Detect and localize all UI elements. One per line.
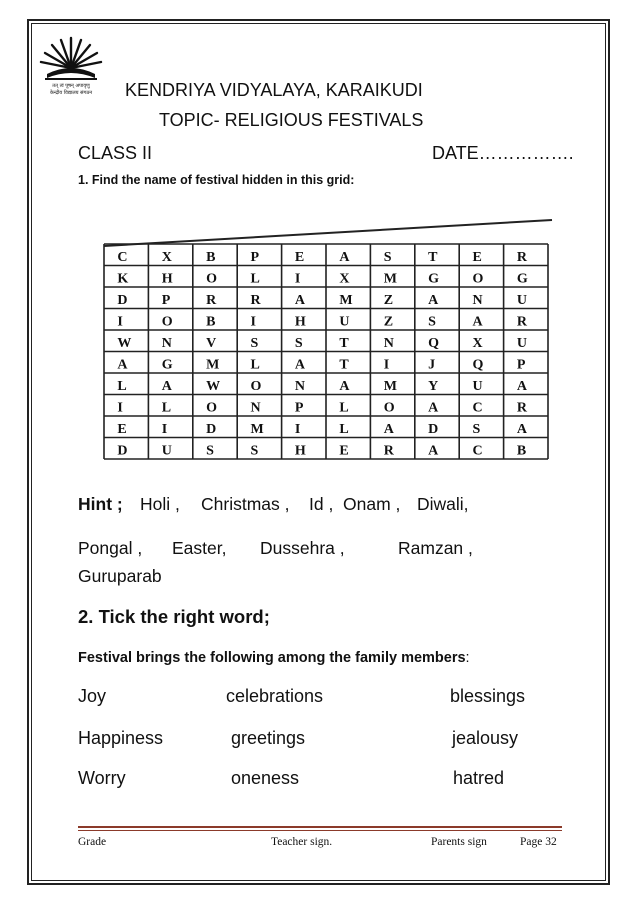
class-label: CLASS II bbox=[78, 143, 153, 163]
grid-letter[interactable]: S bbox=[294, 335, 303, 351]
grid-letter[interactable]: I bbox=[117, 400, 123, 416]
grid-letter[interactable]: H bbox=[294, 443, 306, 459]
grid-letter[interactable]: A bbox=[516, 421, 528, 437]
grid-letter[interactable]: L bbox=[117, 378, 127, 394]
grid-letter[interactable]: I bbox=[383, 357, 390, 373]
grid-letter[interactable]: A bbox=[383, 421, 394, 437]
grid-letter[interactable]: Z bbox=[383, 292, 394, 308]
grid-letter[interactable]: L bbox=[161, 400, 172, 416]
grid-letter[interactable]: D bbox=[117, 292, 128, 308]
grid-letter[interactable]: P bbox=[294, 400, 304, 416]
option-word[interactable]: greetings bbox=[231, 728, 306, 748]
grid-letter[interactable]: A bbox=[294, 357, 306, 373]
option-word[interactable]: celebrations bbox=[226, 686, 324, 706]
grid-letter[interactable]: B bbox=[516, 443, 527, 459]
option-word[interactable]: Happiness bbox=[78, 728, 164, 748]
hint-label: Hint ; bbox=[78, 494, 123, 514]
grid-top-rule bbox=[104, 220, 552, 246]
grid-letter[interactable]: P bbox=[250, 249, 260, 265]
grid-letter[interactable]: M bbox=[383, 378, 397, 394]
grid-letter[interactable]: N bbox=[472, 292, 483, 308]
grid-letter[interactable]: S bbox=[383, 249, 392, 265]
question-2-title: 2. Tick the right word; bbox=[78, 606, 270, 627]
hint-word: Diwali, bbox=[417, 494, 469, 514]
grid-letter[interactable]: R bbox=[516, 314, 528, 330]
footer-divider bbox=[78, 830, 562, 831]
question-2-subtitle-text: Festival brings the following among the family members bbox=[78, 650, 466, 666]
grid-letter[interactable]: O bbox=[383, 400, 395, 416]
hint-word: Holi , bbox=[140, 494, 180, 514]
grid-letter[interactable]: I bbox=[161, 421, 168, 437]
footer-teacher-sign: Teacher sign. bbox=[271, 836, 333, 848]
hint-line bbox=[78, 494, 123, 515]
grid-letter[interactable]: I bbox=[294, 271, 301, 287]
grid-letter[interactable]: T bbox=[339, 335, 349, 351]
grid-letter[interactable]: A bbox=[472, 314, 483, 330]
grid-letter[interactable]: P bbox=[161, 292, 171, 308]
question-1: 1. Find the name of festival hidden in this grid: bbox=[78, 173, 355, 187]
option-word[interactable]: hatred bbox=[453, 768, 505, 788]
hint-word: Dussehra , bbox=[260, 538, 345, 558]
grid-letter[interactable]: U bbox=[516, 335, 528, 351]
footer-page-number: Page 32 bbox=[520, 836, 557, 848]
grid-letter[interactable]: P bbox=[516, 357, 526, 373]
grid-letter[interactable]: A bbox=[339, 249, 350, 265]
grid-letter[interactable]: N bbox=[294, 378, 306, 394]
grid-letter[interactable]: W bbox=[117, 335, 132, 351]
grid-letter[interactable]: B bbox=[206, 249, 216, 265]
grid-letter[interactable]: Q bbox=[472, 357, 484, 373]
grid-letter[interactable]: J bbox=[428, 357, 436, 373]
grid-letter[interactable]: H bbox=[294, 314, 306, 330]
grid-letter[interactable]: G bbox=[161, 357, 173, 373]
grid-letter[interactable]: M bbox=[339, 292, 353, 308]
grid-letter[interactable]: I bbox=[250, 314, 256, 330]
grid-letter[interactable]: O bbox=[472, 271, 484, 287]
hint-word: Christmas , bbox=[201, 494, 290, 514]
grid-letter[interactable]: A bbox=[339, 378, 350, 394]
hint-word: Ramzan , bbox=[398, 538, 473, 558]
logo-org-name: केन्द्रीय विद्यालय संगठन bbox=[49, 90, 93, 96]
grid-letter[interactable]: A bbox=[117, 357, 128, 373]
option-word[interactable]: Worry bbox=[78, 768, 126, 788]
grid-letter[interactable]: T bbox=[339, 357, 349, 373]
question-2-subtitle bbox=[78, 650, 470, 666]
grid-letter[interactable]: I bbox=[294, 421, 301, 437]
grid-letter[interactable]: L bbox=[339, 421, 349, 437]
grid-letter[interactable]: R bbox=[383, 443, 394, 459]
option-word[interactable]: Joy bbox=[78, 686, 107, 706]
grid-letter[interactable]: A bbox=[161, 378, 172, 394]
grid-letter[interactable]: M bbox=[250, 421, 264, 437]
grid-letter[interactable]: X bbox=[339, 271, 350, 287]
grid-letter[interactable]: U bbox=[472, 378, 483, 394]
grid-letter[interactable]: C bbox=[472, 443, 483, 459]
grid-letter[interactable]: G bbox=[516, 271, 528, 287]
grid-letter[interactable]: V bbox=[206, 335, 217, 351]
grid-letter[interactable]: N bbox=[161, 335, 172, 351]
grid-letter[interactable]: M bbox=[383, 271, 397, 287]
grid-letter[interactable]: N bbox=[383, 335, 394, 351]
grid-letter[interactable]: O bbox=[250, 378, 262, 394]
option-word[interactable]: jealousy bbox=[452, 728, 519, 748]
grid-letter[interactable]: Z bbox=[383, 314, 394, 330]
grid-letter[interactable]: B bbox=[206, 314, 216, 330]
word-search-grid bbox=[96, 216, 556, 462]
kvs-logo-emblem bbox=[33, 28, 109, 98]
grid-letter[interactable]: R bbox=[516, 249, 528, 265]
grid-letter[interactable]: Q bbox=[428, 335, 440, 351]
grid-letter[interactable]: S bbox=[250, 443, 259, 459]
grid-letter[interactable]: S bbox=[250, 335, 259, 351]
grid-letter[interactable]: E bbox=[294, 249, 305, 265]
logo-motto: तत् त्वं पूषन् अपावृणु bbox=[52, 83, 90, 89]
grid-letter[interactable]: S bbox=[428, 314, 436, 330]
grid-letter[interactable]: G bbox=[428, 271, 440, 287]
hint-word: Id , bbox=[309, 494, 334, 514]
grid-letter[interactable]: A bbox=[294, 292, 306, 308]
grid-letter[interactable]: E bbox=[117, 421, 127, 437]
grid-letter[interactable]: C bbox=[117, 249, 128, 265]
grid-letter[interactable]: U bbox=[516, 292, 528, 308]
grid-letter[interactable]: A bbox=[516, 378, 528, 394]
grid-letter[interactable]: T bbox=[428, 249, 438, 265]
grid-letter[interactable]: O bbox=[161, 314, 173, 330]
grid-letter[interactable]: D bbox=[117, 443, 128, 459]
grid-letter[interactable]: R bbox=[250, 292, 261, 308]
grid-letter[interactable]: O bbox=[206, 400, 218, 416]
grid-letter[interactable]: C bbox=[472, 400, 483, 416]
grid-letter[interactable]: H bbox=[161, 271, 173, 287]
question-2-subtitle-colon: : bbox=[465, 650, 470, 666]
grid-letter[interactable]: E bbox=[339, 443, 349, 459]
grid-letter[interactable]: D bbox=[428, 421, 439, 437]
grid-letter[interactable]: Y bbox=[428, 378, 439, 394]
grid-letter[interactable]: E bbox=[472, 249, 482, 265]
option-word[interactable]: blessings bbox=[450, 686, 526, 706]
worksheet-topic: TOPIC- RELIGIOUS FESTIVALS bbox=[159, 110, 424, 130]
grid-letter[interactable]: A bbox=[428, 400, 439, 416]
hint-word: Onam , bbox=[343, 494, 401, 514]
grid-letter[interactable]: L bbox=[250, 271, 260, 287]
grid-letter[interactable]: R bbox=[206, 292, 217, 308]
grid-letter[interactable]: W bbox=[206, 378, 221, 394]
grid-letter[interactable]: L bbox=[339, 400, 349, 416]
grid-letter[interactable]: A bbox=[428, 292, 439, 308]
grid-letter[interactable]: K bbox=[117, 271, 129, 287]
grid-letter[interactable]: I bbox=[117, 314, 123, 330]
kvs-logo bbox=[33, 28, 109, 98]
grid-letter[interactable]: U bbox=[161, 443, 172, 459]
grid-letter[interactable]: M bbox=[206, 357, 220, 373]
grid-letter[interactable]: U bbox=[339, 314, 350, 330]
hint-word: Pongal , bbox=[78, 538, 143, 558]
grid-letter[interactable]: S bbox=[206, 443, 214, 459]
grid-letter[interactable]: S bbox=[472, 421, 481, 437]
grid-letter[interactable]: A bbox=[428, 443, 439, 459]
grid-letter[interactable]: D bbox=[206, 421, 217, 437]
hint-word: Guruparab bbox=[78, 566, 162, 586]
footer-parents-sign: Parents sign bbox=[431, 836, 487, 848]
hint-word: Easter, bbox=[172, 538, 227, 558]
option-word[interactable]: oneness bbox=[231, 768, 300, 788]
footer-divider bbox=[78, 826, 562, 828]
grid-letter[interactable]: L bbox=[250, 357, 260, 373]
school-name: KENDRIYA VIDYALAYA, KARAIKUDI bbox=[125, 80, 423, 100]
footer-grade: Grade bbox=[78, 836, 107, 848]
grid-letter[interactable]: N bbox=[250, 400, 261, 416]
grid-letter[interactable]: X bbox=[472, 335, 483, 351]
grid-letter[interactable]: R bbox=[516, 400, 528, 416]
date-field: DATE……………. bbox=[432, 143, 574, 163]
grid-letter[interactable]: O bbox=[206, 271, 218, 287]
grid-letter[interactable]: X bbox=[161, 249, 172, 265]
